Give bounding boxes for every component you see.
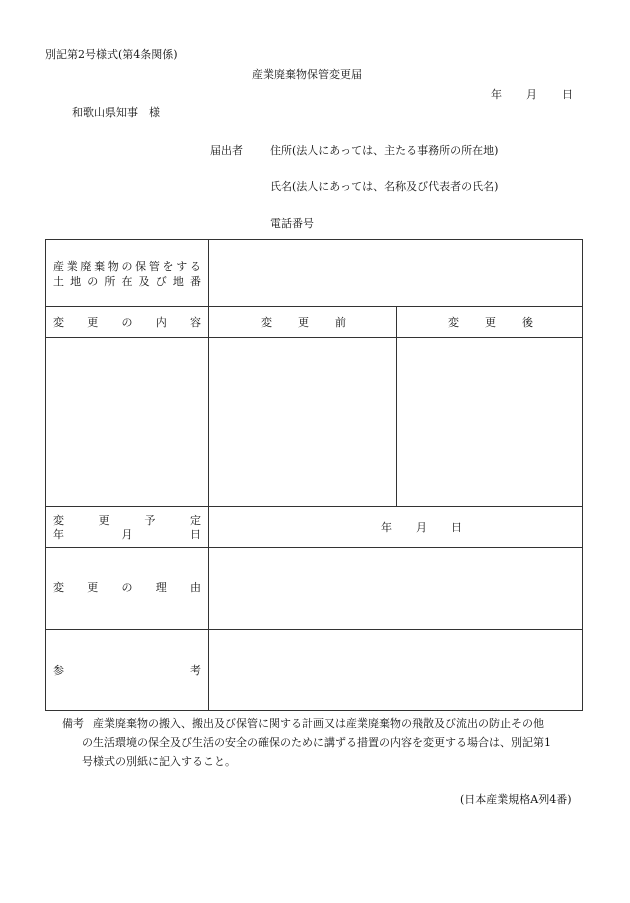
change-content-label: 変 更 の 内 容 <box>53 316 201 329</box>
change-form-table <box>45 239 583 711</box>
scheduled-date-field[interactable] <box>210 508 580 545</box>
applicant-address-label: 住所(法人にあっては、主たる事務所の所在地) <box>270 144 499 157</box>
remarks-line-2: の生活環境の保全及び生活の安全の確保のために講ずる措置の内容を変更する場合は、別記第1 <box>82 736 551 749</box>
before-after-divider <box>396 306 397 506</box>
date-day: 日 <box>562 88 573 101</box>
applicant-phone-label: 電話番号 <box>270 217 314 230</box>
remarks-line-1: 産業廃棄物の搬入、搬出及び保管に関する計画又は産業廃棄物の飛散及び流出の防止その他 <box>93 717 544 730</box>
site-label-line2: 土 地 の 所 在 及 び 地 番 <box>53 275 201 288</box>
change-reason-field[interactable] <box>210 549 580 627</box>
before-change-field[interactable] <box>210 339 394 504</box>
row-divider <box>46 306 582 307</box>
scheduled-date-year: 年 <box>381 521 392 534</box>
form-title: 産業廃棄物保管変更届 <box>252 68 362 81</box>
row-divider <box>46 337 582 338</box>
change-content-field[interactable] <box>48 339 206 504</box>
remarks-heading: 備考 <box>62 717 84 730</box>
form-number: 別記第2号様式(第4条関係) <box>45 48 178 61</box>
reference-field[interactable] <box>210 631 580 708</box>
scheduled-date-day: 日 <box>451 521 462 534</box>
date-year: 年 <box>491 88 502 101</box>
after-change-field[interactable] <box>398 339 580 504</box>
row-divider <box>46 629 582 630</box>
remarks-line-3: 号様式の別紙に記入すること。 <box>82 755 236 768</box>
row-divider <box>46 506 582 507</box>
date-month: 月 <box>526 88 537 101</box>
site-label-line1: 産 業 廃 棄 物 の 保 管 を す る <box>53 260 201 273</box>
paper-size-note: (日本産業規格A列4番) <box>460 793 572 806</box>
addressee: 和歌山県知事 様 <box>72 106 160 119</box>
change-reason-label: 変 更 の 理 由 <box>53 581 201 594</box>
scheduled-date-month: 月 <box>416 521 427 534</box>
before-change-header: 変 更 前 <box>261 316 346 329</box>
applicant-name-label: 氏名(法人にあっては、名称及び代表者の氏名) <box>270 180 499 193</box>
site-location-field[interactable] <box>210 242 580 304</box>
row-divider <box>46 547 582 548</box>
after-change-header: 変 更 後 <box>448 316 533 329</box>
label-column-divider <box>208 240 209 710</box>
applicant-label: 届出者 <box>210 144 243 157</box>
scheduled-date-label-line1: 変 更 予 定 <box>53 514 201 527</box>
reference-label: 参 考 <box>53 664 201 677</box>
scheduled-date-label-line2: 年 月 日 <box>53 528 201 541</box>
